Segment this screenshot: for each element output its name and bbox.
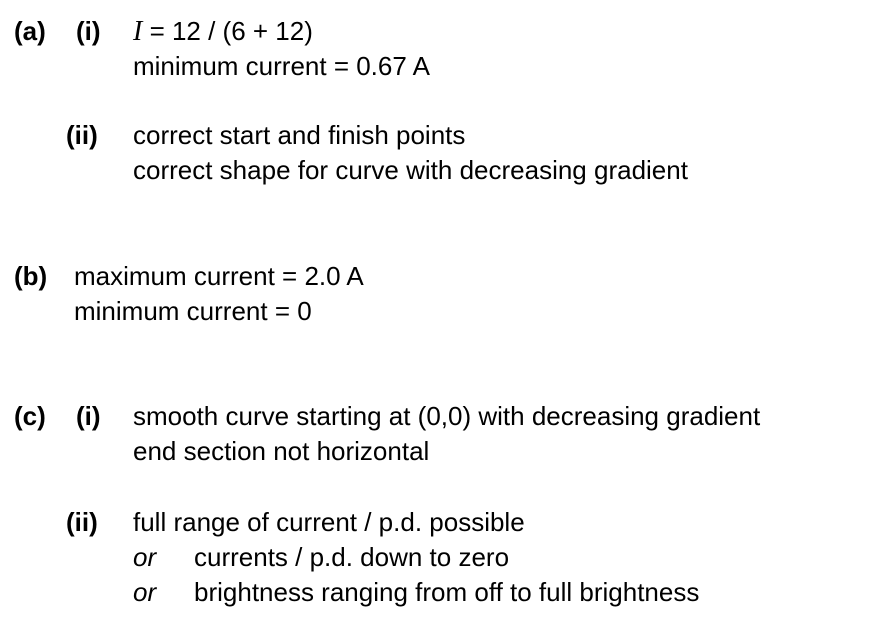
part-a-ii-line1: correct start and finish points <box>133 120 466 150</box>
part-c-i-line2: end section not horizontal <box>133 436 430 466</box>
part-a-label: (a) <box>14 16 46 46</box>
formula-expression: = 12 / (6 + 12) <box>149 16 313 46</box>
part-c-ii-or2-word: or <box>133 577 157 607</box>
part-c-i-label: (i) <box>76 401 101 431</box>
part-a-i-formula <box>133 18 313 46</box>
part-c-ii-label: (ii) <box>66 507 98 537</box>
current-symbol: I <box>133 16 143 47</box>
part-a-ii-line2: correct shape for curve with decreasing gradient <box>133 155 688 185</box>
part-a-ii-label: (ii) <box>66 120 98 150</box>
part-c-ii-line1: full range of current / p.d. possible <box>133 507 525 537</box>
part-b-label: (b) <box>14 261 48 291</box>
part-c-ii-or1-word: or <box>133 542 157 572</box>
part-b-line1: maximum current = 2.0 A <box>74 261 364 291</box>
part-b-line2: minimum current = 0 <box>74 296 312 326</box>
part-c-label: (c) <box>14 401 46 431</box>
part-c-ii-or2-text: brightness ranging from off to full brightness <box>194 577 700 607</box>
part-c-ii-or1-text: currents / p.d. down to zero <box>194 542 510 572</box>
part-a-i-label: (i) <box>76 16 101 46</box>
part-c-i-line1: smooth curve starting at (0,0) with decreasing gradient <box>133 401 761 431</box>
part-a-i-answer: minimum current = 0.67 A <box>133 51 430 81</box>
